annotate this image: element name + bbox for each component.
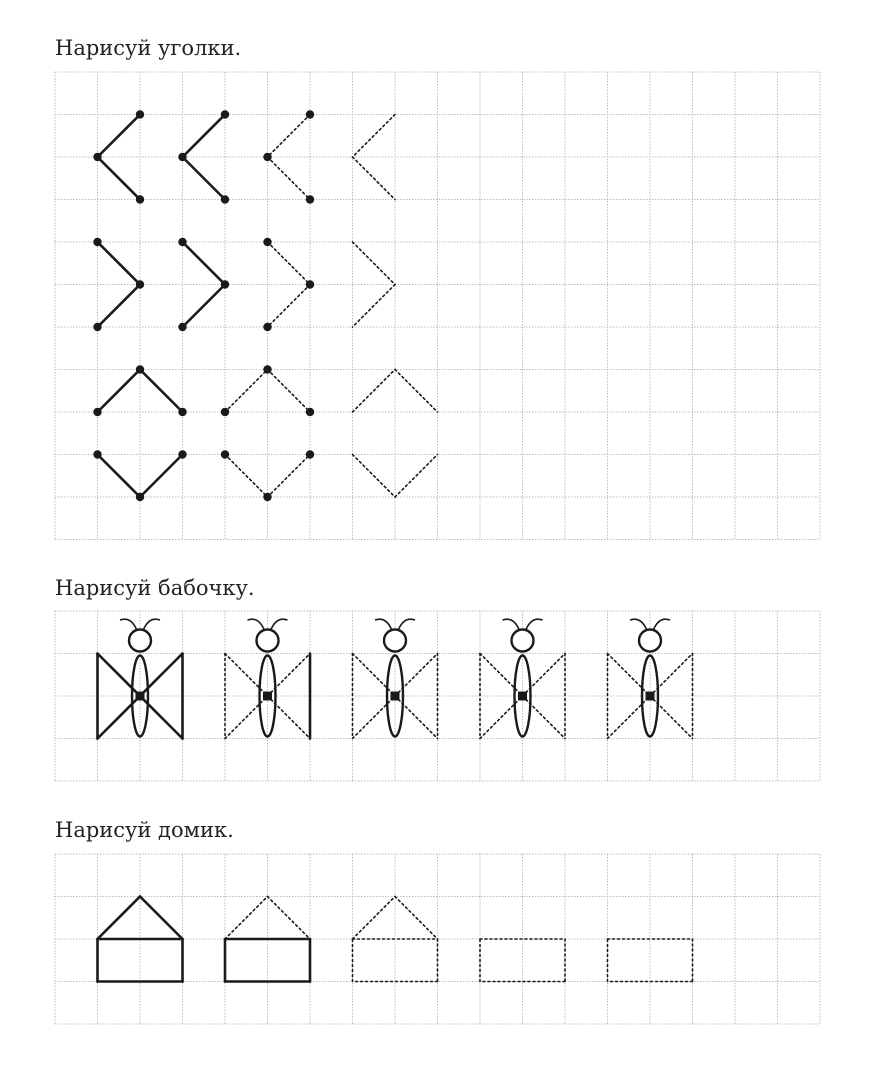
butterfly-head (384, 630, 406, 652)
stroke-line (98, 242, 141, 285)
butterfly-antenna (653, 619, 670, 630)
dot-marker (263, 365, 271, 373)
stroke-line (140, 370, 183, 413)
stroke-line (268, 115, 311, 158)
dot-marker (221, 195, 229, 203)
stroke-line (183, 115, 226, 158)
stroke-line (353, 370, 396, 413)
stroke-line (98, 455, 141, 498)
dot-marker (136, 280, 144, 288)
butterfly-figure (98, 619, 183, 738)
stroke-line (353, 157, 396, 200)
dot-marker (136, 110, 144, 118)
dot-marker (263, 153, 271, 161)
butterfly-center (646, 692, 655, 701)
dot-marker (136, 195, 144, 203)
dot-marker (136, 365, 144, 373)
stroke-line (353, 897, 396, 940)
stroke-line (395, 455, 438, 498)
stroke-line (183, 242, 226, 285)
dot-marker (93, 238, 101, 246)
stroke-line (183, 285, 226, 328)
butterfly-antenna (271, 619, 288, 630)
dot-marker (93, 323, 101, 331)
stroke-line (353, 242, 396, 285)
dot-marker (221, 408, 229, 416)
stroke-line (268, 455, 311, 498)
dot-marker (306, 280, 314, 288)
dot-marker (93, 153, 101, 161)
drawing-layer (93, 110, 692, 981)
dot-marker (178, 323, 186, 331)
corner-left (263, 110, 314, 203)
stroke-line (268, 897, 311, 940)
butterfly-antenna (248, 619, 265, 630)
dot-marker (263, 493, 271, 501)
stroke-line (98, 370, 141, 413)
dot-marker (306, 195, 314, 203)
stroke-line (353, 285, 396, 328)
butterfly-figure (353, 619, 438, 738)
butterfly-head (512, 630, 534, 652)
stroke-line (353, 455, 396, 498)
corner-right (178, 238, 229, 331)
stroke-line (268, 242, 311, 285)
dot-marker (178, 153, 186, 161)
grid-layer (55, 72, 820, 1024)
stroke-line (268, 370, 311, 413)
grid-corners (55, 72, 820, 540)
dot-marker (93, 408, 101, 416)
dot-marker (178, 450, 186, 458)
stroke-line (183, 157, 226, 200)
butterfly-antenna (503, 619, 520, 630)
butterfly-antenna (120, 619, 137, 630)
stroke-line (395, 370, 438, 413)
butterfly-figure (480, 619, 565, 738)
dot-marker (93, 450, 101, 458)
stroke-line (268, 285, 311, 328)
exercise-1-title: Нарисуй уголки. (55, 36, 242, 60)
butterfly-antenna (398, 619, 415, 630)
butterfly-antenna (526, 619, 543, 630)
butterfly-center (518, 692, 527, 701)
stroke-line (353, 115, 396, 158)
stroke-line (395, 897, 438, 940)
dot-marker (178, 408, 186, 416)
dot-marker (306, 408, 314, 416)
dot-marker (306, 110, 314, 118)
dot-marker (263, 323, 271, 331)
stroke-line (98, 897, 141, 940)
butterfly-center (263, 692, 272, 701)
stroke-line (98, 115, 141, 158)
exercise-2-title: Нарисуй бабочку. (55, 576, 255, 600)
stroke-line (225, 897, 268, 940)
stroke-line (225, 455, 268, 498)
exercise-3-title: Нарисуй домик. (55, 818, 234, 842)
dot-marker (136, 493, 144, 501)
dot-marker (306, 450, 314, 458)
stroke-line (140, 897, 183, 940)
butterfly-figure (608, 619, 693, 738)
butterfly-antenna (630, 619, 647, 630)
dot-marker (221, 110, 229, 118)
butterfly-head (129, 630, 151, 652)
butterfly-antenna (143, 619, 160, 630)
stroke-line (98, 157, 141, 200)
stroke-line (140, 455, 183, 498)
stroke-line (268, 157, 311, 200)
butterfly-head (257, 630, 279, 652)
butterfly-center (391, 692, 400, 701)
butterfly-antenna (375, 619, 392, 630)
dot-marker (263, 238, 271, 246)
butterfly-head (639, 630, 661, 652)
corner-left (178, 110, 229, 203)
corner-right (263, 238, 314, 331)
stroke-line (225, 370, 268, 413)
butterfly-center (136, 692, 145, 701)
dot-marker (221, 450, 229, 458)
dot-marker (178, 238, 186, 246)
dot-marker (221, 280, 229, 288)
butterfly-figure (225, 619, 310, 738)
stroke-line (98, 285, 141, 328)
